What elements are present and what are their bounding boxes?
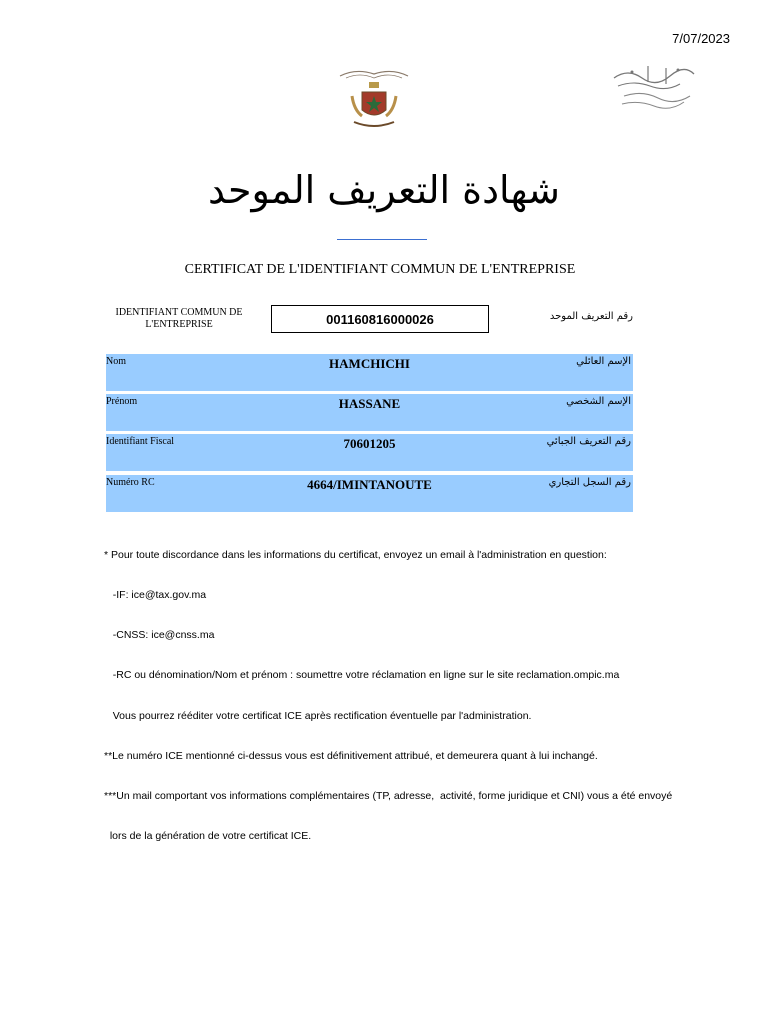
- note-line: -RC ou dénomination/Nom et prénom : soumettre votre réclamation en ligne sur le site reclamation.ompic.ma: [104, 669, 620, 682]
- french-title: CERTIFICAT DE L'IDENTIFIANT COMMUN DE L'ENTREPRISE: [184, 262, 576, 277]
- row-label-ar: الإسم الشخصي: [566, 396, 631, 407]
- note-line: **Le numéro ICE mentionné ci-dessus vous est définitivement attribué, et demeurera quant à lui inchangé.: [104, 749, 598, 762]
- note-line: -CNSS: ice@cnss.ma: [104, 629, 215, 642]
- row-label-fr: Prénom: [106, 396, 138, 407]
- row-label-ar: رقم التعريف الجبائي: [546, 436, 631, 447]
- note-line: -IF: ice@tax.gov.ma: [104, 589, 207, 602]
- ice-value-box: [271, 305, 489, 333]
- row-label-fr: Numéro RC: [106, 477, 155, 488]
- note-line: lors de la génération de votre certificat ICE.: [104, 830, 312, 843]
- row-label-fr: Identifiant Fiscal: [106, 436, 175, 447]
- royal-calligraphy-logo: [608, 62, 698, 114]
- info-row-prenom: [106, 394, 633, 431]
- info-row-numero-rc: [106, 475, 633, 512]
- note-line: * Pour toute discordance dans les informations du certificat, envoyez un email à l'administration en question:: [104, 548, 607, 561]
- note-line: Vous pourrez rééditer votre certificat ICE après rectification éventuelle par l'administration.: [104, 709, 532, 722]
- row-label-ar: الإسم العائلي: [576, 356, 631, 367]
- row-value: 4664/IMINTANOUTE: [307, 477, 432, 492]
- info-row-identifiant-fiscal: [106, 434, 633, 471]
- row-value: 70601205: [343, 436, 396, 451]
- info-row-nom: [106, 354, 633, 391]
- ice-value: 001160816000026: [326, 311, 434, 327]
- row-value: HAMCHICHI: [329, 356, 410, 371]
- coat-of-arms-icon: [336, 66, 412, 132]
- row-value: HASSANE: [338, 396, 401, 411]
- row-label-fr: Nom: [106, 356, 126, 367]
- ice-label-fr: IDENTIFIANT COMMUN DE L'ENTREPRISE: [115, 307, 243, 330]
- row-label-ar: رقم السجل التجاري: [548, 477, 631, 488]
- notes-section: [104, 522, 684, 857]
- ice-label-ar: رقم التعريف الموحد: [549, 311, 633, 322]
- document-date: 7/07/2023: [672, 31, 730, 46]
- note-line: ***Un mail comportant vos informations complémentaires (TP, adresse, activité, forme juridique et CNI) vous a été envoyé: [104, 790, 673, 803]
- title-divider: [337, 239, 427, 240]
- arabic-title: شهادة التعريف الموحد: [208, 168, 560, 212]
